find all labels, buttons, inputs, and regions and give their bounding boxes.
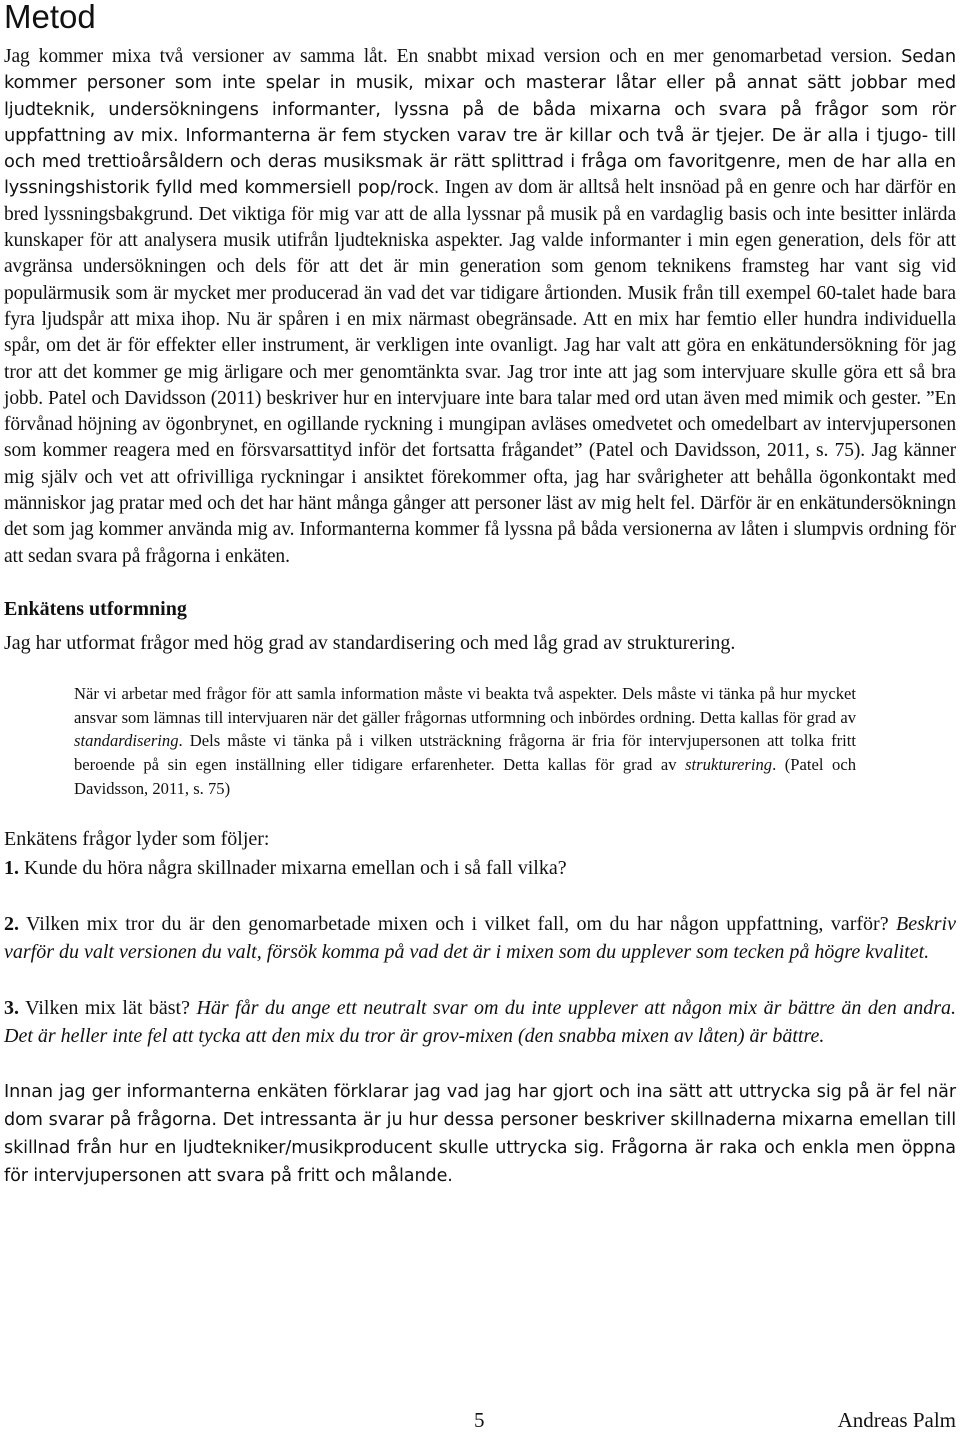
quote-part-1: När vi arbetar med frågor för att samla information måste vi beakta två aspekter. Dels måste vi tänka på hur mycket ansvar som lämnas till intervjuaren när det gäller frågornas utformning och inbördes ordning. Detta kallas för grad av xyxy=(74,683,856,727)
method-sentence-2: Sedan kommer personer som inte spelar in musik, mixar och masterar låtar eller på annat sätt jobbar med ljudteknik, undersökningens informanter, lyssna på de båda mixarna och svara på frågor som rör uppfattning av mix. Informanterna är fem stycken varav tre är killar och två är tjejer. De är alla i tjugo- till och med trettioårsåldern och deras musiksmak är rätt splittrad i fråga om favoritgenre, men de har alla en lyssningshistorik fylld med kommersiell pop/rock. xyxy=(4,46,956,199)
closing-paragraph: Innan jag ger informanterna enkäten förklarar jag vad jag har gjort och ina sätt att uttrycka sig på är fel när dom svarar på frågorna. Det intressanta är ju hur dessa personer beskriver skillnaderna mixarna emellan till skillnad från hur en ljudtekniker/musikproducent skulle uttrycka sig. Frågorna är raka och enkla men öppna för intervjupersonen att svara på fritt och målande. xyxy=(4,1082,956,1187)
method-paragraph xyxy=(4,44,956,570)
question-text: Vilken mix lät bäst? xyxy=(19,997,197,1020)
quote-term-standardisering: standardisering xyxy=(74,731,179,751)
question-hint: Beskriv varför du valt versionen du valt, försök komma på vad det är i mixen som du upplever som tecken på högre kvalitet. xyxy=(4,913,956,964)
page-title: Metod xyxy=(4,0,96,35)
question-3 xyxy=(4,994,956,1050)
question-hint: Här får du ange ett neutralt svar om du inte upplever att någon mix är bättre än den andra. Det är heller inte fel att tycka att den mix du tror är grov-mixen (den snabba mixen av låten) är bättre. xyxy=(4,997,957,1048)
question-1 xyxy=(4,854,956,882)
quote-part-2: . Dels måste vi tänka på i vilken utsträckning frågorna är fria för intervjupersonen att tolka fritt beroende på sin egen inställning eller tidigare erfarenheter. Detta kallas för grad av xyxy=(74,731,856,775)
question-text: Kunde du höra några skillnader mixarna emellan och i så fall vilka? xyxy=(19,857,567,880)
page-number: 5 xyxy=(474,1408,485,1432)
block-quote xyxy=(74,682,856,801)
question-number: 2. xyxy=(4,913,19,936)
method-sentence-1: Jag kommer mixa två versioner av samma låt. En snabbt mixad version och en mer genomarbetad version. xyxy=(4,46,893,67)
footer-author: Andreas Palm xyxy=(837,1408,956,1432)
question-2 xyxy=(4,910,956,966)
section-heading: Enkätens utformning xyxy=(4,597,187,620)
section-intro: Jag har utformat frågor med hög grad av standardisering och med låg grad av strukturering. xyxy=(4,631,736,654)
document-page xyxy=(4,0,956,1190)
question-number: 1. xyxy=(4,857,19,880)
quote-term-strukturering: strukturering xyxy=(685,755,773,775)
question-number: 3. xyxy=(4,997,19,1020)
quote-part-3: . (Patel och Davidsson, 2011, s. 75) xyxy=(74,755,856,798)
question-text: Vilken mix tror du är den genomarbetade mixen och i vilket fall, om du har någon uppfattning, varför? xyxy=(19,913,897,936)
questions-header: Enkätens frågor lyder som följer: xyxy=(4,828,270,851)
method-sentence-3: Ingen av dom är alltså helt insnöad på en genre och har därför en bred lyssningsbakgrund. Det viktiga för mig var att de alla lyssnar på musik på en vardaglig basis och inte besitter inlärda kunskaper för att analysera musik utifrån ljudtekniska aspekter. Jag valde informanter i min egen generation, dels för att avgränsa undersökningen och dels för att det är min generation som genom teknikens framsteg har vant sig vid populärmusik som är mycket mer producerad än vad det var tidigare årtionden. Musik från till exempel 60-talet hade bara fyra ljudspår att mixa ihop. Nu är spåren i en mix närmast obegränsade. Att en mix har femtio eller hundra individuella spår, om det är för effekter eller instrument, är verkligen inte ovanligt. Jag har valt att göra en enkätundersökning för jag tror att det kommer ge mig ärligare och mer genomtänkta svar. Jag tror inte att jag som intervjuare skulle göra ett så bra jobb. Patel och Davidsson (2011) beskriver hur en intervjuare inte bara talar med ord utan även med mimik och gester. ”En förvånad höjning av ögonbrynet, en ogillande ryckning i mungipan avläses omedvetet och omedelbart av intervjupersonen som kommer reagera med en försvarsattityd inför det fortsatta frågandet” (Patel och Davidsson, 2011, s. 75). Jag känner mig själv och vet att ofrivilliga ryckningar i ansiktet förekommer ofta, jag har svårigheter att behålla ögonkontakt med människor jag pratar med och det har hänt många gånger att personer läst av mig helt fel. Därför är en enkätundersökningn det som jag kommer använda mig av. Informanterna kommer få lyssna på båda versionerna av låten i slumpvis ordning för att sedan svara på frågorna i enkäten. xyxy=(4,177,956,567)
